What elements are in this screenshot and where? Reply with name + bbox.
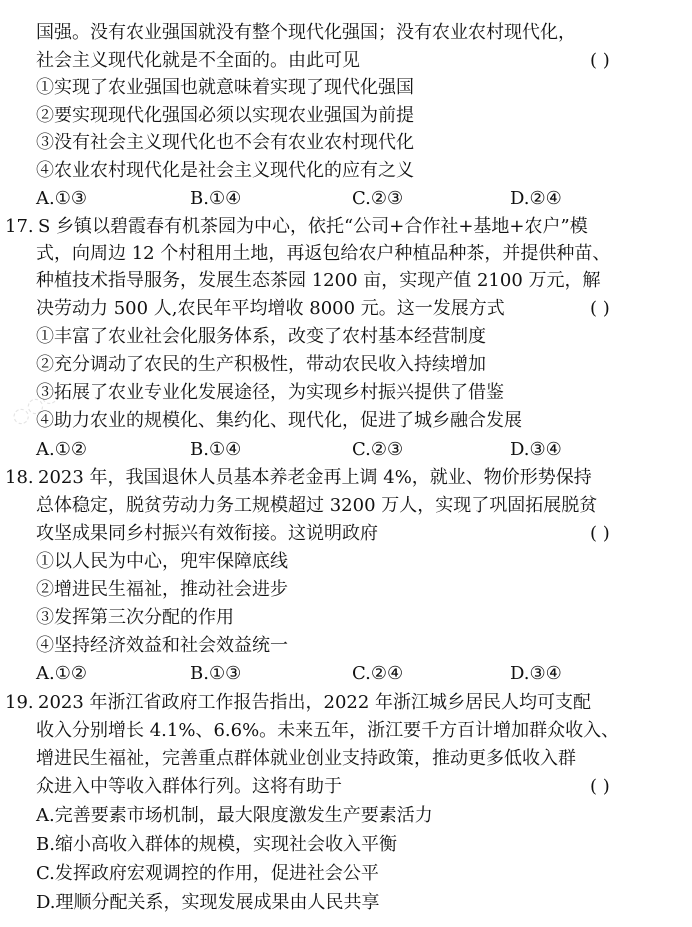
option-d[interactable]: D.③④ bbox=[510, 663, 562, 684]
option-a[interactable]: A.①③ bbox=[36, 188, 87, 209]
question-number: 18. bbox=[5, 467, 34, 488]
option-d[interactable]: D.②④ bbox=[510, 188, 562, 209]
option-b[interactable]: B.①④ bbox=[190, 188, 242, 209]
question-number: 17. bbox=[5, 216, 34, 237]
question-number: 19. bbox=[5, 692, 34, 713]
option-c[interactable]: C.②④ bbox=[352, 663, 404, 684]
option-b[interactable]: B.①③ bbox=[190, 663, 242, 684]
answer-paren: ( ) bbox=[590, 298, 610, 319]
answer-paren: ( ) bbox=[590, 50, 610, 71]
option-a[interactable]: A.①② bbox=[36, 439, 87, 460]
answer-paren: ( ) bbox=[590, 523, 610, 544]
option-a[interactable]: A.①② bbox=[36, 663, 87, 684]
answer-paren: ( ) bbox=[590, 776, 610, 797]
exam-page: ◌◌◌ 国强。没有农业强国就没有整个现代化强国；没有农业农村现代化， 社会主义现代化就是不全面的。由此可见 ( ) ①实现了农业强国也就意味着实现了现代化强国 ②要实现现代化强国必须以实现农业强国为前提 ③没有社会主义现代化也不会有农业农村现代化 ④农业农村现代化是社会主义现代化的应有之义 A.①③ B.①④ C.②③ D.②④ 17. S 乡镇以碧霞春有机茶园为中心，依托“公司+合作社+基地+农户”模 式，向周边 12 个村租用土地，再返包给农户种植品种茶，并提供种苗、 种植技术指导服务，发展生态茶园 1200 亩，实现产值 2100 万元，解 决劳动力 500 人,农民年平均增收 8000 元。这一发展方式 ( ) ①丰富了农业社会化服务体系，改变了农村基本经营制度 ②充分调动了农民的生产积极性，带动农民收入持续增加 ③拓展了农业专业化发展途径，为实现乡村振兴提供了借鉴 ④助力农业的规模化、集约化、现代化，促进了城乡融合发展 A.①② B.①④ C.②③ D.③④ 18. 2023 年，我国退休人员基本养老金再上调 4%，就业、物价形势保持 总体稳定，脱贫劳动力务工规模超过 3200 万人，实现了巩固拓展脱贫 攻坚成果同乡村振兴有效衔接。这说明政府 ( ) ①以人民为中心，兜牢保障底线 ②增进民生福祉，推动社会进步 ③发挥第三次分配的作用 ④坚持经济效益和社会效益统一 A.①② B.①③ C.②④ D.③④ 19. 2023 年浙江省政府工作报告指出，2022 年浙江城乡居民人均可支配 收入分别增长 4.1%、6.6%。未来五年，浙江要千方百计增加群众收入、 增进民生福祉，完善重点群体就业创业支持政策，推动更多低收入群 众进入中等收入群体行列。这将有助于 ( ) A.完善要素市场机制，最大限度激发生产要素活力 B.缩小高收入群体的规模，实现社会收入平衡 C.发挥政府宏观调控的作用，促进社会公平 D.理顺分配关系，实现发展成果由人民共享 bbox=[5, 22, 620, 913]
option-d[interactable]: D.③④ bbox=[510, 439, 562, 460]
option-b[interactable]: B.①④ bbox=[190, 439, 242, 460]
option-c[interactable]: C.②③ bbox=[352, 439, 404, 460]
option-c[interactable]: C.②③ bbox=[352, 188, 404, 209]
watermark: ◌◌◌ bbox=[6, 380, 63, 430]
